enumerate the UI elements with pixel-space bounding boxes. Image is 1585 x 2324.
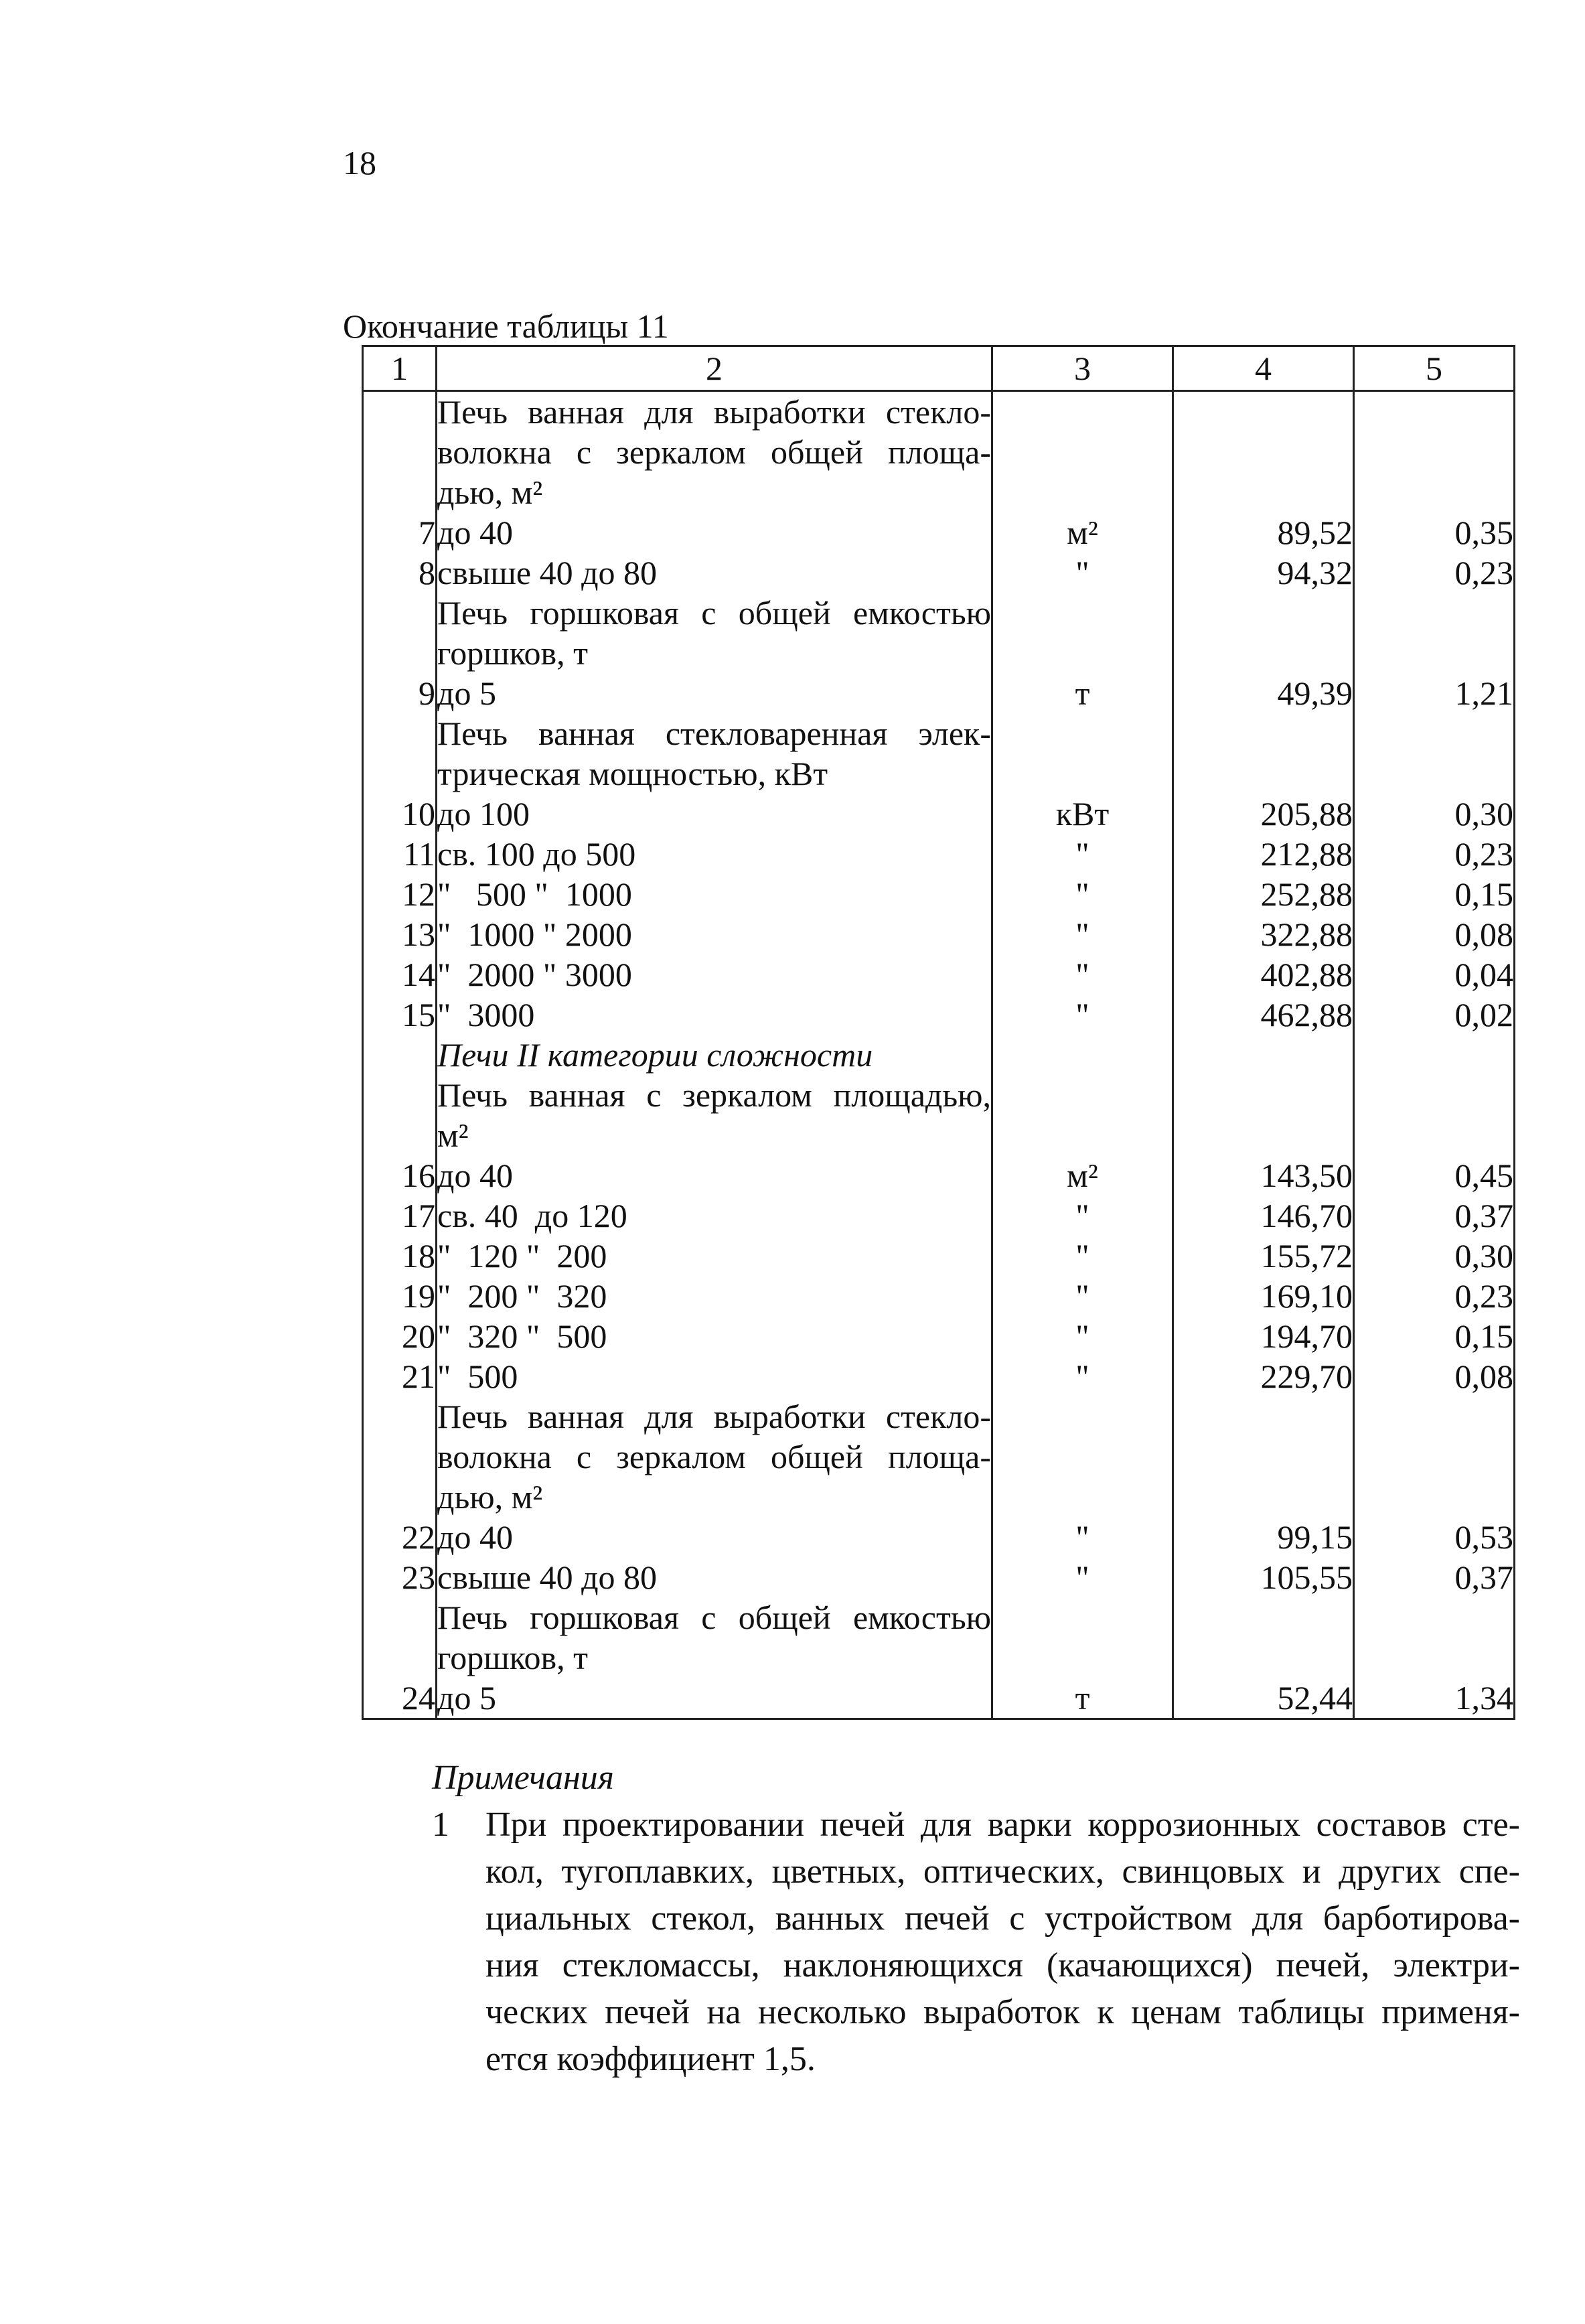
unit-cell: " [992,1236,1173,1276]
description-cell [437,914,992,954]
unit-cell: " [992,1517,1173,1557]
description-cell [437,1236,992,1276]
coefficient-cell: 0,35 [1354,512,1515,553]
coefficient-cell: 1,34 [1354,1678,1515,1719]
description-line: Печь ванная для выработки стекло- [437,1398,991,1435]
row-number-cell: 8 [363,553,437,593]
row-number-cell: 10 [363,794,437,834]
price-cell: 229,70 [1173,1356,1354,1396]
coefficient-cell [1354,1075,1515,1155]
table-row [363,673,1515,713]
price-cell: 169,10 [1173,1276,1354,1316]
table-row [363,1236,1515,1276]
description-line: дью, м² [437,474,543,511]
description-line: Печь горшковая с общей емкостью [437,1599,991,1636]
table-row [363,874,1515,914]
row-number-cell: 17 [363,1195,437,1236]
description-line: до 40 [437,1518,513,1556]
description-cell [437,1035,992,1075]
unit-cell: м² [992,512,1173,553]
price-cell [1173,713,1354,794]
table-row [363,391,1515,513]
column-header: 4 [1173,346,1354,391]
price-cell [1173,1035,1354,1075]
coefficient-cell: 0,23 [1354,1276,1515,1316]
description-cell [437,1155,992,1195]
table-row [363,1316,1515,1356]
price-table [362,345,1515,1720]
table-row [363,713,1515,794]
table-row [363,1035,1515,1075]
row-number-cell: 22 [363,1517,437,1557]
row-number-cell: 12 [363,874,437,914]
table-row [363,1517,1515,1557]
unit-cell: " [992,874,1173,914]
description-cell [437,1195,992,1236]
description-cell [437,1678,992,1719]
column-header: 5 [1354,346,1515,391]
unit-cell: " [992,954,1173,995]
table-caption: Окончание таблицы 11 [343,307,669,345]
unit-cell: т [992,1678,1173,1719]
table-row [363,954,1515,995]
page-number: 18 [343,144,376,181]
unit-cell: " [992,914,1173,954]
unit-cell: кВт [992,794,1173,834]
row-number-cell [363,593,437,673]
table-row [363,1557,1515,1597]
price-cell: 49,39 [1173,673,1354,713]
unit-cell [992,1075,1173,1155]
description-line: до 40 [437,514,513,551]
description-line: Печь ванная для выработки стекло- [437,393,991,431]
coefficient-cell: 0,15 [1354,874,1515,914]
unit-cell: " [992,834,1173,874]
unit-cell: " [992,1276,1173,1316]
table-row [363,914,1515,954]
price-cell: 52,44 [1173,1678,1354,1719]
row-number-cell [363,1075,437,1155]
table-row [363,1678,1515,1719]
unit-cell [992,1035,1173,1075]
coefficient-cell: 0,53 [1354,1517,1515,1557]
coefficient-cell [1354,1396,1515,1517]
price-cell: 105,55 [1173,1557,1354,1597]
note-line: При проектировании печей для варки коррозионных составов сте- [485,1806,1520,1844]
row-number-cell: 19 [363,1276,437,1316]
description-cell [437,1396,992,1517]
description-cell [437,673,992,713]
row-number-cell [363,1597,437,1678]
note-number: 1 [432,1806,449,1844]
row-number-cell [363,1396,437,1517]
unit-cell: " [992,553,1173,593]
description-line: м² [437,1116,469,1154]
description-cell [437,794,992,834]
description-cell [437,874,992,914]
row-number-cell [363,1035,437,1075]
price-cell: 205,88 [1173,794,1354,834]
description-cell [437,553,992,593]
coefficient-cell: 0,30 [1354,1236,1515,1276]
row-number-cell: 20 [363,1316,437,1356]
table-body [363,391,1515,1719]
row-number-cell: 16 [363,1155,437,1195]
column-header: 1 [363,346,437,391]
column-header: 2 [437,346,992,391]
coefficient-cell: 0,15 [1354,1316,1515,1356]
unit-cell [992,713,1173,794]
price-cell: 212,88 [1173,834,1354,874]
unit-cell [992,1597,1173,1678]
coefficient-cell: 0,30 [1354,794,1515,834]
description-line: Печи II категории сложности [437,1036,873,1074]
row-number-cell [363,391,437,513]
coefficient-cell: 1,21 [1354,673,1515,713]
price-cell: 143,50 [1173,1155,1354,1195]
description-line: волокна с зеркалом общей площа- [437,433,991,471]
price-cell [1173,593,1354,673]
description-line: дью, м² [437,1478,543,1516]
price-cell: 194,70 [1173,1316,1354,1356]
table-row [363,1396,1515,1517]
description-cell [437,1276,992,1316]
unit-cell [992,391,1173,513]
description-cell [437,593,992,673]
unit-cell: " [992,1195,1173,1236]
row-number-cell: 15 [363,995,437,1035]
coefficient-cell [1354,391,1515,513]
description-line: " 320 " 500 [437,1317,607,1355]
coefficient-cell: 0,08 [1354,1356,1515,1396]
coefficient-cell: 0,04 [1354,954,1515,995]
price-cell: 99,15 [1173,1517,1354,1557]
description-line: " 2000 " 3000 [437,956,632,993]
coefficient-cell [1354,713,1515,794]
row-number-cell: 7 [363,512,437,553]
description-cell [437,1557,992,1597]
description-cell [437,995,992,1035]
price-cell: 402,88 [1173,954,1354,995]
description-cell [437,1597,992,1678]
table-row [363,553,1515,593]
coefficient-cell: 0,02 [1354,995,1515,1035]
description-cell [437,1316,992,1356]
coefficient-cell: 0,23 [1354,834,1515,874]
description-line: горшков, т [437,634,588,672]
table-row [363,1356,1515,1396]
description-cell [437,713,992,794]
unit-cell [992,1396,1173,1517]
table-row [363,995,1515,1035]
table-row [363,1075,1515,1155]
unit-cell: " [992,1356,1173,1396]
note-line: ческих печей на несколько выработок к ценам таблицы применя- [485,1993,1520,2031]
coefficient-cell [1354,1597,1515,1678]
row-number-cell: 14 [363,954,437,995]
row-number-cell: 21 [363,1356,437,1396]
coefficient-cell: 0,37 [1354,1195,1515,1236]
description-cell [437,1356,992,1396]
description-line: горшков, т [437,1639,588,1676]
description-line: св. 40 до 120 [437,1197,627,1234]
description-line: Печь ванная стекловаренная элек- [437,715,991,752]
table-row [363,593,1515,673]
unit-cell [992,593,1173,673]
price-cell: 462,88 [1173,995,1354,1035]
coefficient-cell: 0,37 [1354,1557,1515,1597]
description-line: Печь горшковая с общей емкостью [437,594,991,632]
note-line: ется коэффициент 1,5. [485,2040,816,2078]
price-cell [1173,391,1354,513]
column-header: 3 [992,346,1173,391]
description-line: " 120 " 200 [437,1237,607,1275]
price-cell: 146,70 [1173,1195,1354,1236]
table-header-row [363,346,1515,391]
description-line: до 5 [437,1679,496,1717]
description-line: до 40 [437,1157,513,1194]
price-cell [1173,1396,1354,1517]
coefficient-cell [1354,1035,1515,1075]
description-cell [437,1075,992,1155]
row-number-cell: 23 [363,1557,437,1597]
description-cell [437,954,992,995]
notes-title: Примечания [432,1759,614,1797]
description-cell [437,391,992,513]
row-number-cell: 24 [363,1678,437,1719]
description-line: " 500 [437,1358,518,1395]
note-text [485,1802,1520,2083]
description-line: " 500 " 1000 [437,875,632,913]
description-cell [437,512,992,553]
note-line: ния стекломассы, наклоняющихся (качающихся) печей, электри- [485,1946,1520,1984]
price-cell [1173,1597,1354,1678]
description-line: трическая мощностью, кВт [437,755,828,792]
row-number-cell: 18 [363,1236,437,1276]
description-line: " 1000 " 2000 [437,916,632,953]
description-line: до 5 [437,674,496,712]
coefficient-cell: 0,45 [1354,1155,1515,1195]
row-number-cell: 9 [363,673,437,713]
unit-cell: " [992,1557,1173,1597]
price-cell: 155,72 [1173,1236,1354,1276]
table-row [363,1155,1515,1195]
description-line: волокна с зеркалом общей площа- [437,1438,991,1475]
price-cell: 94,32 [1173,553,1354,593]
table-row [363,794,1515,834]
unit-cell: т [992,673,1173,713]
row-number-cell: 11 [363,834,437,874]
note-line: кол, тугоплавких, цветных, оптических, свинцовых и других спе- [485,1853,1520,1891]
description-line: св. 100 до 500 [437,835,636,873]
description-line: до 100 [437,795,530,832]
table-row [363,834,1515,874]
description-line: " 200 " 320 [437,1277,607,1315]
coefficient-cell [1354,593,1515,673]
table-row [363,512,1515,553]
description-cell [437,1517,992,1557]
coefficient-cell: 0,23 [1354,553,1515,593]
table-row [363,1597,1515,1678]
unit-cell: м² [992,1155,1173,1195]
coefficient-cell: 0,08 [1354,914,1515,954]
description-line: свыше 40 до 80 [437,554,658,591]
row-number-cell: 13 [363,914,437,954]
table-row [363,1195,1515,1236]
table-row [363,1276,1515,1316]
unit-cell: " [992,1316,1173,1356]
description-line: свыше 40 до 80 [437,1558,658,1596]
price-cell: 322,88 [1173,914,1354,954]
description-line: Печь ванная с зеркалом площадью, [437,1076,991,1114]
price-cell: 252,88 [1173,874,1354,914]
price-cell [1173,1075,1354,1155]
description-cell [437,834,992,874]
note-line: циальных стекол, ванных печей с устройством для барботирова- [485,1899,1520,1938]
description-line: " 3000 [437,996,535,1033]
unit-cell: " [992,995,1173,1035]
price-cell: 89,52 [1173,512,1354,553]
row-number-cell [363,713,437,794]
